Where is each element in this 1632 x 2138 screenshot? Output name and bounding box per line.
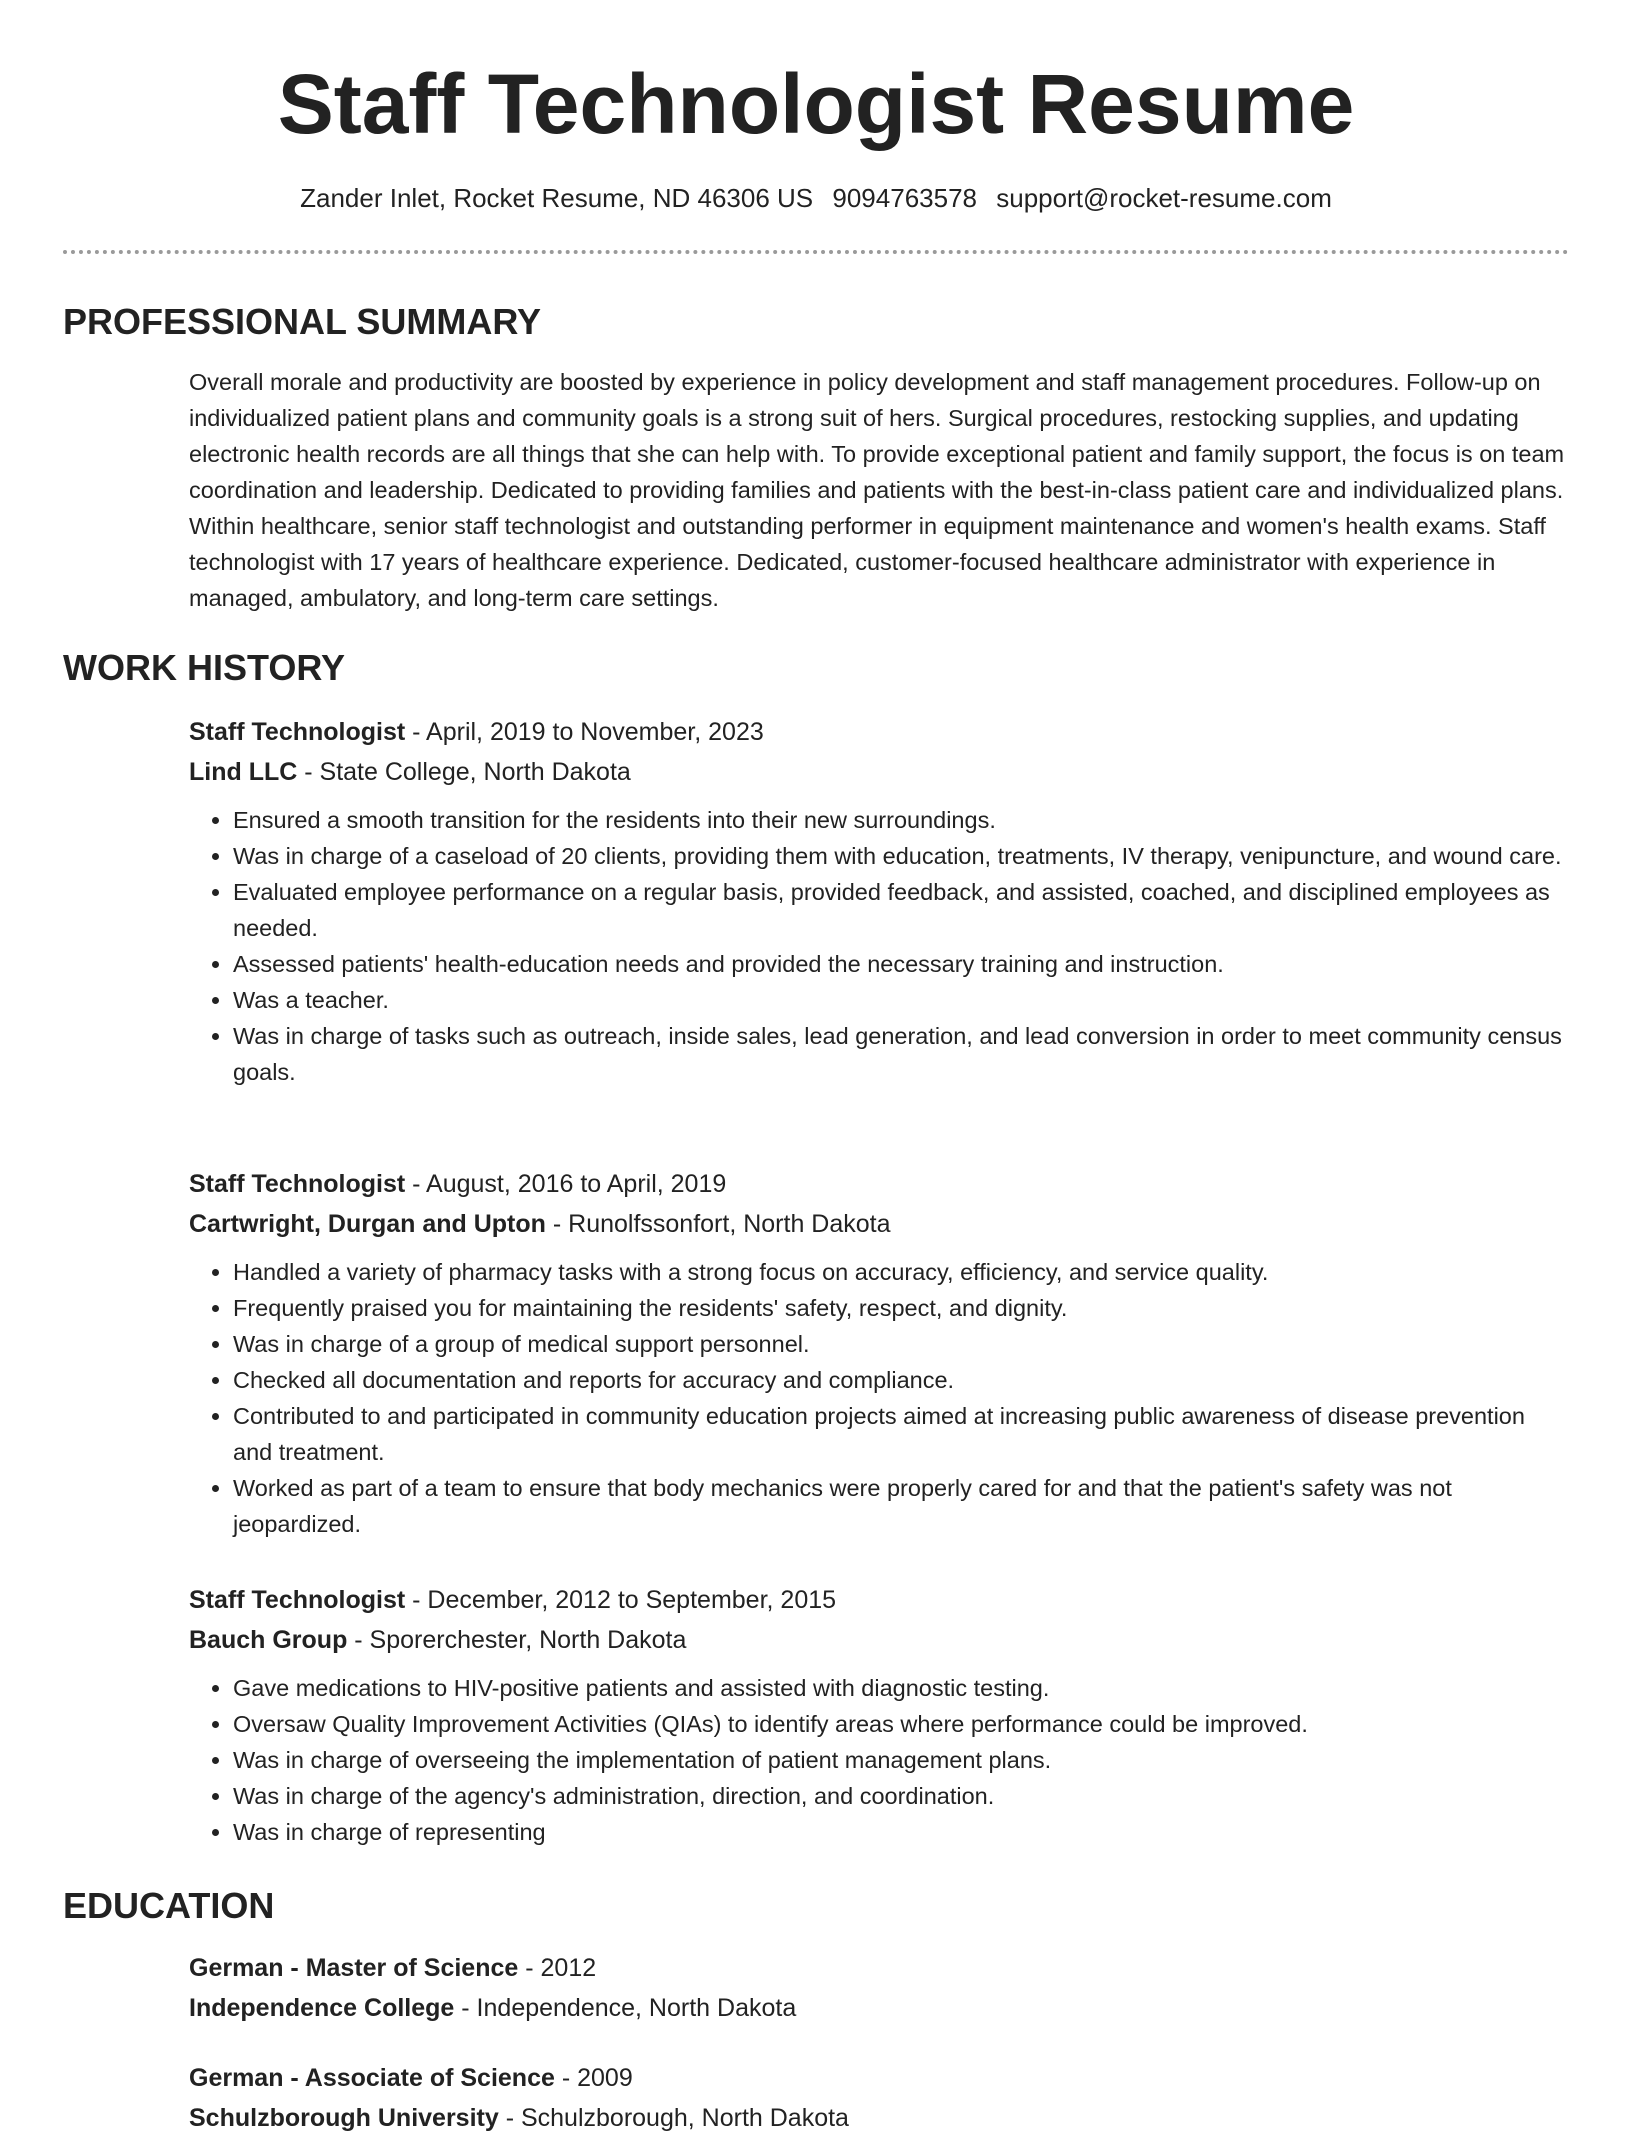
job-entry — [189, 712, 1569, 1090]
education-location: - Schulzborough, North Dakota — [498, 2104, 849, 2132]
job-dates: - April, 2019 to November, 2023 — [405, 718, 764, 746]
job-title: Staff Technologist — [189, 718, 406, 746]
job-bullet: • Was in charge of a caseload of 20 clients, providing them with education, treatments, IV therapy, venipuncture, and wound care. — [233, 838, 1569, 874]
education-degree-line — [189, 1948, 1569, 1988]
job-title-line — [189, 1164, 1569, 1204]
job-bullet: • Contributed to and participated in community education projects aimed at increasing public awareness of disease prevention and treatment. — [233, 1398, 1569, 1470]
job-bullet: • Checked all documentation and reports for accuracy and compliance. — [233, 1362, 1569, 1398]
job-company: Bauch Group — [189, 1626, 348, 1654]
summary-heading: PROFESSIONAL SUMMARY — [63, 301, 542, 342]
job-bullet: • Was a teacher. — [233, 982, 1569, 1018]
job-location: - Runolfssonfort, North Dakota — [545, 1210, 891, 1238]
job-title-line — [189, 1580, 1569, 1620]
education-degree-line — [189, 2058, 1569, 2098]
job-bullet: • Was in charge of tasks such as outreach, inside sales, lead generation, and lead conversion in order to meet community census goals. — [233, 1018, 1569, 1090]
job-bullets — [189, 1254, 1569, 1542]
resume-title: Staff Technologist Resume — [277, 57, 1355, 151]
job-company-line — [189, 1204, 1569, 1244]
job-bullet: • Was in charge of overseeing the implementation of patient management plans. — [233, 1742, 1569, 1778]
job-dates: - August, 2016 to April, 2019 — [405, 1170, 727, 1198]
job-bullet: • Evaluated employee performance on a regular basis, provided feedback, and assisted, coached, and disciplined employees as needed. — [233, 874, 1569, 946]
education-school-line — [189, 1988, 1569, 2028]
job-bullet: • Was in charge of the agency's administration, direction, and coordination. — [233, 1778, 1569, 1814]
job-bullet: • Oversaw Quality Improvement Activities (QIAs) to identify areas where performance could be improved. — [233, 1706, 1569, 1742]
job-bullet: • Gave medications to HIV-positive patients and assisted with diagnostic testing. — [233, 1670, 1569, 1706]
job-bullets — [189, 802, 1569, 1090]
education-entry — [189, 1948, 1569, 2028]
job-location: - Sporerchester, North Dakota — [347, 1626, 687, 1654]
education-school: Schulzborough University — [189, 2104, 499, 2132]
education-year: - 2012 — [518, 1954, 597, 1982]
education-entry — [189, 2058, 1569, 2138]
header-divider — [63, 250, 1569, 254]
contact-address: Zander Inlet, Rocket Resume, ND 46306 US — [300, 183, 814, 213]
job-entry — [189, 1164, 1569, 1542]
job-entry — [189, 1580, 1569, 1850]
job-title: Staff Technologist — [189, 1170, 406, 1198]
education-school: Independence College — [189, 1994, 455, 2022]
job-company: Lind LLC — [189, 758, 298, 786]
job-dates: - December, 2012 to September, 2015 — [405, 1586, 837, 1614]
job-bullet: • Frequently praised you for maintaining the residents' safety, respect, and dignity. — [233, 1290, 1569, 1326]
education-degree: German - Master of Science — [189, 1954, 519, 1982]
job-bullet: • Worked as part of a team to ensure that body mechanics were properly cared for and that the patient's safety was not jeopardized. — [233, 1470, 1569, 1542]
job-bullet: • Was in charge of representing — [233, 1814, 1569, 1850]
education-degree: German - Associate of Science — [189, 2064, 555, 2092]
education-year: - 2009 — [554, 2064, 633, 2092]
work-history-heading: WORK HISTORY — [63, 647, 346, 688]
job-company-line — [189, 1620, 1569, 1660]
education-heading: EDUCATION — [63, 1885, 275, 1926]
job-location: - State College, North Dakota — [297, 758, 631, 786]
job-bullet: • Was in charge of a group of medical support personnel. — [233, 1326, 1569, 1362]
contact-email: support@rocket-resume.com — [996, 183, 1332, 213]
education-school-line — [189, 2098, 1569, 2138]
job-bullet: • Handled a variety of pharmacy tasks with a strong focus on accuracy, efficiency, and service quality. — [233, 1254, 1569, 1290]
summary-text: Overall morale and productivity are boosted by experience in policy development and staff management procedures. Follow-up on individualized patient plans and community goals is a strong suit of hers. Surgical procedures, restocking supplies, and updating electronic health records are all things that she can help with. To provide exceptional patient and family support, the focus is on team coordination and leadership. Dedicated to providing families and patients with the best-in-class patient care and individualized plans. Within healthcare, senior staff technologist and outstanding performer in equipment maintenance and women's health exams. Staff technologist with 17 years of healthcare experience. Dedicated, customer-focused healthcare administrator with experience in managed, ambulatory, and long-term care settings. — [189, 369, 1565, 611]
job-bullet: • Ensured a smooth transition for the residents into their new surroundings. — [233, 802, 1569, 838]
contact-line — [0, 180, 1632, 216]
job-title: Staff Technologist — [189, 1586, 406, 1614]
job-title-line — [189, 712, 1569, 752]
job-company-line — [189, 752, 1569, 792]
education-location: - Independence, North Dakota — [454, 1994, 797, 2022]
contact-phone: 9094763578 — [832, 183, 977, 213]
job-company: Cartwright, Durgan and Upton — [189, 1210, 546, 1238]
job-bullet: • Assessed patients' health-education needs and provided the necessary training and instruction. — [233, 946, 1569, 982]
job-bullets — [189, 1670, 1569, 1850]
